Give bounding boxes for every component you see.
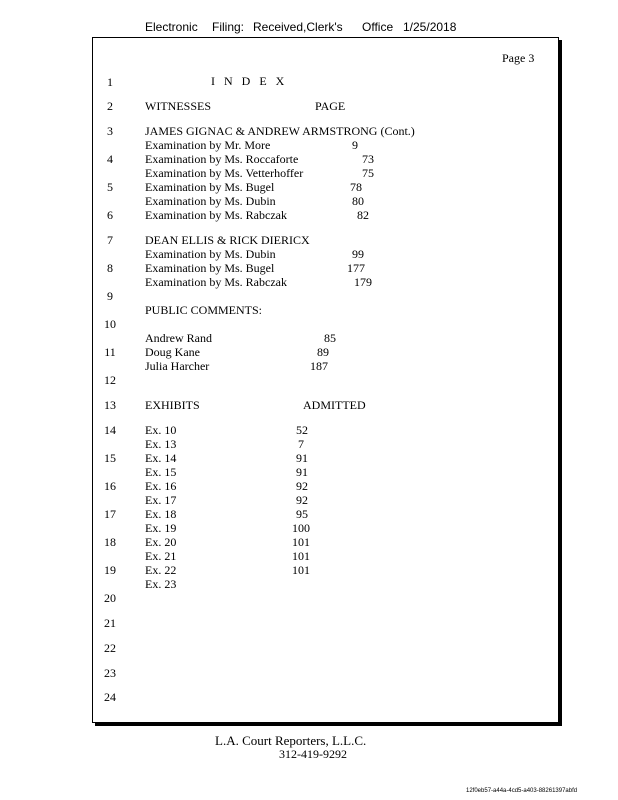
exhibit-label: Ex. 15	[145, 465, 177, 479]
line-number: 3	[107, 124, 113, 138]
exhibit-page: 7	[298, 437, 304, 451]
witnesses-heading: WITNESSES	[145, 99, 211, 113]
exhibit-label: Ex. 20	[145, 535, 177, 549]
examination-label: Examination by Ms. Bugel	[145, 180, 275, 194]
examination-label: Examination by Ms. Vetterhoffer	[145, 166, 304, 180]
examination-page: 75	[362, 166, 374, 180]
examination-page: 80	[352, 194, 364, 208]
exhibit-label: Ex. 19	[145, 521, 177, 535]
examination-page: 82	[357, 208, 369, 222]
examination-label: Examination by Mr. More	[145, 138, 271, 152]
line-number: 2	[107, 99, 113, 113]
line-number: 10	[104, 317, 116, 331]
line-number: 5	[107, 180, 113, 194]
examination-label: Examination by Ms. Dubin	[145, 247, 276, 261]
line-number: 4	[107, 152, 113, 166]
examination-page: 9	[352, 138, 358, 152]
line-number: 6	[107, 208, 113, 222]
line-number: 9	[107, 289, 113, 303]
line-number: 15	[104, 451, 116, 465]
index-title: I N D E X	[211, 74, 288, 88]
exhibit-page: 91	[296, 465, 308, 479]
line-number: 12	[104, 373, 116, 387]
examination-label: Examination by Ms. Rabczak	[145, 275, 287, 289]
line-number: 23	[104, 666, 116, 680]
exhibit-label: Ex. 16	[145, 479, 177, 493]
line-number: 7	[107, 233, 113, 247]
exhibit-page: 95	[296, 507, 308, 521]
examination-page: 78	[350, 180, 362, 194]
exhibit-label: Ex. 21	[145, 549, 177, 563]
line-number: 8	[107, 261, 113, 275]
comment-name: Andrew Rand	[145, 331, 212, 345]
exhibit-page: 52	[296, 423, 308, 437]
examination-page: 177	[347, 261, 365, 275]
page-heading: PAGE	[315, 99, 346, 113]
exhibit-page: 92	[296, 493, 308, 507]
line-number: 17	[104, 507, 116, 521]
examination-label: Examination by Ms. Rabczak	[145, 208, 287, 222]
line-number: 13	[104, 398, 116, 412]
exhibit-label: Ex. 23	[145, 577, 177, 591]
exhibit-page: 101	[292, 563, 310, 577]
comment-name: Julia Harcher	[145, 359, 210, 373]
exhibit-label: Ex. 17	[145, 493, 177, 507]
exhibit-label: Ex. 22	[145, 563, 177, 577]
header-filing: Filing:	[212, 20, 245, 34]
exhibit-page: 101	[292, 535, 310, 549]
line-number: 11	[104, 345, 116, 359]
witness-group-title: DEAN ELLIS & RICK DIERICX	[145, 233, 310, 247]
witness-group-title: JAMES GIGNAC & ANDREW ARMSTRONG (Cont.)	[145, 124, 415, 138]
document-hash: 12f0eb57-a44a-4cd5-a403-88261397abfd	[466, 788, 578, 794]
comment-page: 85	[324, 331, 336, 345]
exhibit-page: 92	[296, 479, 308, 493]
admitted-heading: ADMITTED	[303, 398, 366, 412]
examination-label: Examination by Ms. Roccaforte	[145, 152, 299, 166]
page-number-label: Page 3	[502, 51, 535, 65]
line-number: 1	[107, 75, 113, 89]
exhibit-page: 100	[292, 521, 310, 535]
court-reporter-name: L.A. Court Reporters, L.L.C.	[215, 733, 367, 748]
examination-page: 179	[354, 275, 372, 289]
public-comments-heading: PUBLIC COMMENTS:	[145, 303, 263, 317]
examination-page: 73	[362, 152, 374, 166]
court-reporter-phone: 312-419-9292	[279, 747, 347, 761]
examination-page: 99	[352, 247, 364, 261]
exhibit-label: Ex. 14	[145, 451, 177, 465]
exhibits-heading: EXHIBITS	[145, 398, 200, 412]
line-number: 21	[104, 616, 116, 630]
header-office: Office	[362, 20, 394, 34]
line-number: 22	[104, 641, 116, 655]
comment-page: 89	[317, 345, 329, 359]
line-number: 14	[104, 423, 116, 437]
comment-page: 187	[310, 359, 328, 373]
line-number: 24	[104, 690, 116, 704]
header-electronic: Electronic	[145, 20, 198, 34]
exhibit-page: 91	[296, 451, 308, 465]
filing-stamp-header	[0, 20, 618, 36]
line-number: 19	[104, 563, 116, 577]
header-received: Received,Clerk's	[253, 20, 343, 34]
comment-name: Doug Kane	[145, 345, 200, 359]
exhibit-label: Ex. 13	[145, 437, 177, 451]
line-number: 16	[104, 479, 116, 493]
examination-label: Examination by Ms. Dubin	[145, 194, 276, 208]
exhibit-label: Ex. 18	[145, 507, 177, 521]
header-date: 1/25/2018	[403, 20, 457, 34]
line-number: 20	[104, 591, 116, 605]
exhibit-page: 101	[292, 549, 310, 563]
line-number: 18	[104, 535, 116, 549]
examination-label: Examination by Ms. Bugel	[145, 261, 275, 275]
exhibit-label: Ex. 10	[145, 423, 177, 437]
